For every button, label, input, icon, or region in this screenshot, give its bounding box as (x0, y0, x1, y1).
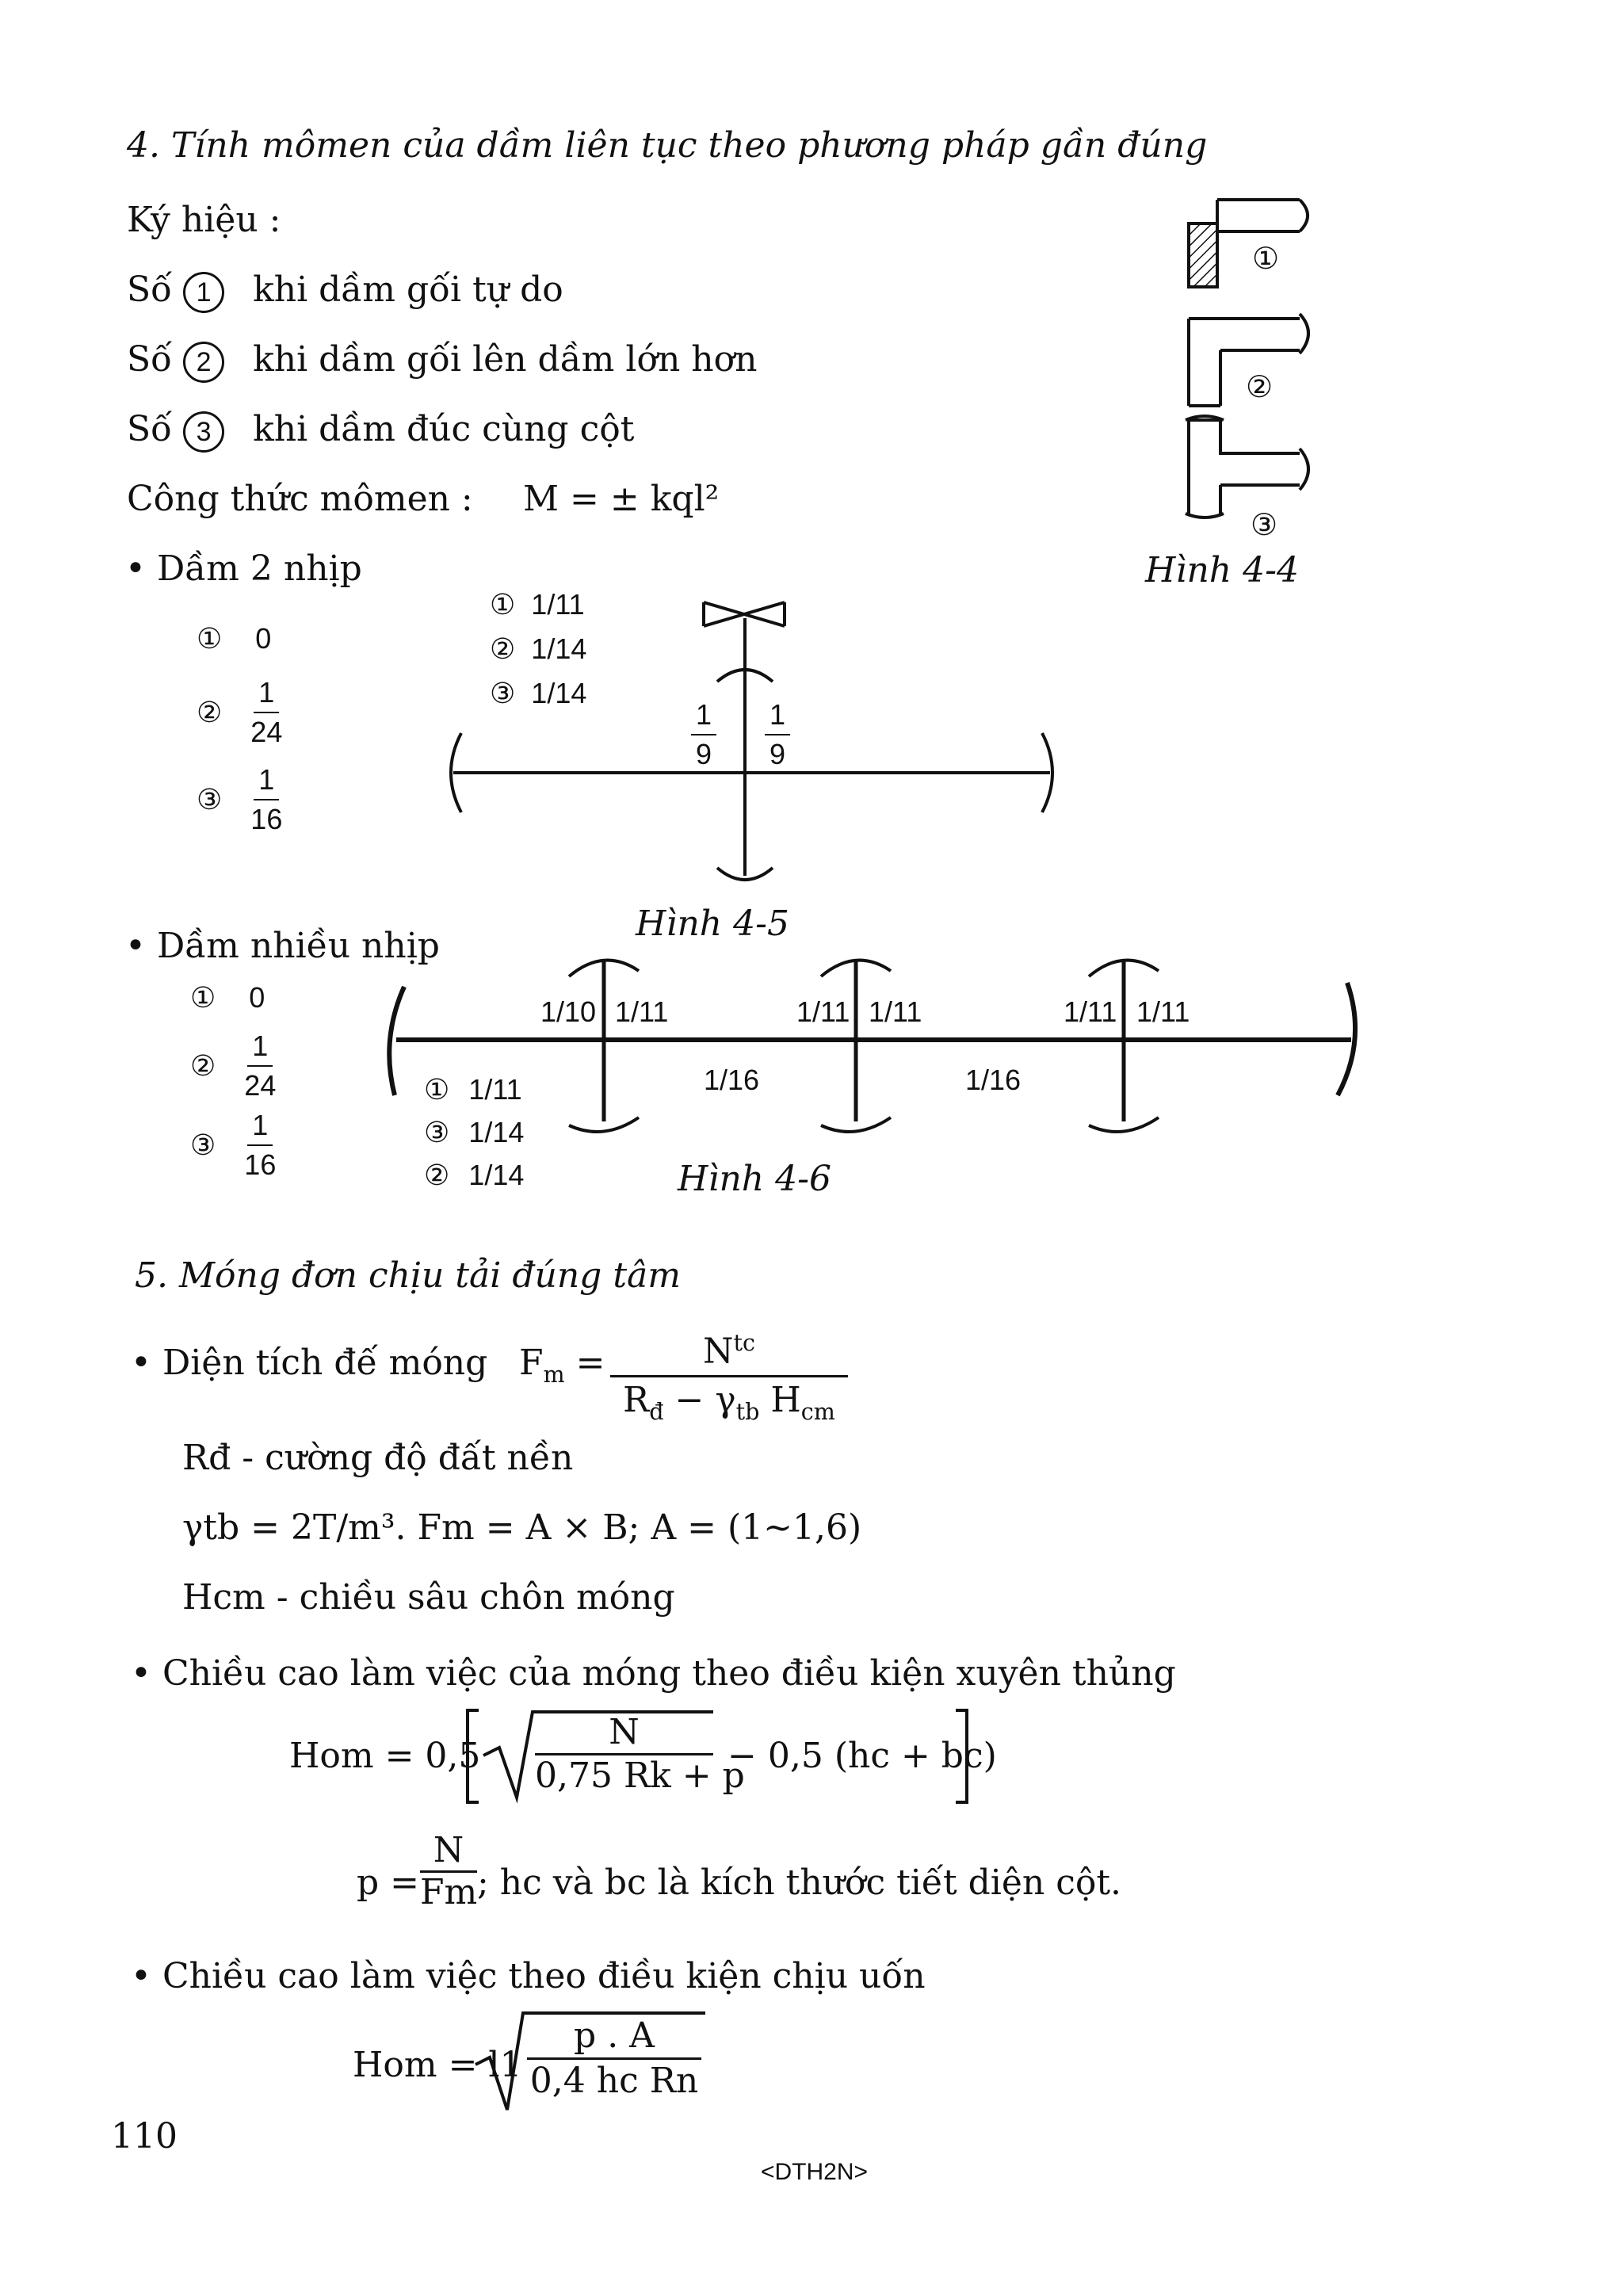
support-1-right-label: 1/11 (615, 995, 669, 1028)
p-fraction: N Fm (420, 1830, 478, 1912)
area-lhs: $F_m$ = (519, 1343, 605, 1388)
bending-lhs: Hom = l1 (353, 2045, 522, 2085)
support-3-right-label: 1/11 (1136, 995, 1190, 1028)
page-number: 110 (111, 2116, 178, 2157)
notation-label: Ký hiệu : (127, 200, 281, 240)
punching-label: • Chiều cao làm việc của móng theo điều kiện xuyên thủng (131, 1653, 1176, 1694)
section-4-title: 4. Tính mômen của dầm liên tục theo phương pháp gần đúng (127, 125, 1208, 166)
fig44-label-3: ③ (1251, 507, 1278, 542)
multi-bottom-3: ② 1/14 (424, 1159, 525, 1191)
notation-item-3: Số 3 khi dầm đúc cùng cột (127, 409, 634, 453)
moment-formula: M = ± kql² (523, 479, 720, 519)
span-label-2: 1/16 (965, 1064, 1022, 1096)
two-span-support-left: $\frac{1}{9}$ (691, 696, 716, 774)
support-2-right-label: 1/11 (869, 995, 922, 1028)
two-span-left-3: ③ $\frac{1}{16}$ (197, 761, 287, 839)
circle-number-3: 3 (183, 411, 224, 453)
multi-span-bullet: • Dầm nhiều nhịp (125, 926, 440, 966)
support-1-left-label: 1/10 (540, 995, 597, 1028)
circle-number-2: 2 (183, 342, 224, 383)
p-explanation: ; hc và bc là kích thước tiết diện cột. (477, 1862, 1122, 1903)
document-code: <DTH2N> (761, 2159, 869, 2185)
two-span-support-right: $\frac{1}{9}$ (765, 696, 790, 774)
multi-bottom-1: ① 1/11 (424, 1073, 522, 1106)
notation-item-1: Số 1 khi dầm gối tự do (127, 269, 563, 313)
hcm-definition: Hcm - chiều sâu chôn móng (182, 1577, 675, 1618)
span-label-1: 1/16 (704, 1064, 760, 1096)
multi-span-left-3: ③ $\frac{1}{16}$ (190, 1106, 281, 1184)
fig44-label-1: ① (1252, 241, 1280, 276)
fig44-label-2: ② (1246, 369, 1274, 404)
figure-4-6-diagram (389, 959, 1355, 1132)
bending-label: • Chiều cao làm việc theo điều kiện chịu uốn (131, 1956, 926, 1996)
area-label: • Diện tích đế móng (131, 1343, 488, 1383)
two-span-left-2: ② $\frac{1}{24}$ (197, 674, 287, 751)
fig45-caption: Hình 4-5 (636, 904, 789, 944)
two-span-mid-1: ① 1/11 (490, 588, 585, 621)
gamma-definition: γtb = 2T/m³. Fm = A × B; A = (1~1,6) (182, 1507, 862, 1548)
formula-label: Công thức mômen : (127, 479, 473, 519)
multi-span-left-2: ② $\frac{1}{24}$ (190, 1027, 281, 1105)
figure-4-4-diagram (1186, 200, 1308, 518)
p-lhs: p = (357, 1862, 420, 1903)
notation-item-2: Số 2 khi dầm gối lên dầm lớn hơn (127, 339, 757, 383)
fig44-caption: Hình 4-4 (1145, 550, 1299, 590)
support-3-left-label: 1/11 (1064, 995, 1117, 1028)
punching-tail: − 0,5 (hc + bc) (727, 1736, 997, 1776)
punching-fraction: N 0,75 Rk + p (535, 1712, 745, 1796)
two-span-mid-3: ③ 1/14 (490, 677, 587, 709)
section-5-title: 5. Móng đơn chịu tải đúng tâm (135, 1255, 681, 1296)
punching-lhs: Hom = 0,5 (289, 1736, 481, 1776)
multi-span-left-1: ① 0 (190, 981, 265, 1014)
multi-bottom-2: ③ 1/14 (424, 1116, 525, 1148)
two-span-left-1: ① 0 (197, 622, 272, 655)
circle-number-1: 1 (183, 272, 224, 313)
fig46-caption: Hình 4-6 (678, 1159, 831, 1199)
two-span-bullet: • Dầm 2 nhịp (125, 548, 362, 589)
rd-definition: Rđ - cường độ đất nền (182, 1438, 574, 1478)
bending-fraction: p . A 0,4 hc Rn (527, 2015, 701, 2103)
support-2-left-label: 1/11 (796, 995, 850, 1028)
area-fraction: $N^{tc}$ $R_đ - \gamma_{tb}$ $H_{cm}$ (610, 1320, 848, 1434)
two-span-mid-2: ② 1/14 (490, 632, 587, 665)
